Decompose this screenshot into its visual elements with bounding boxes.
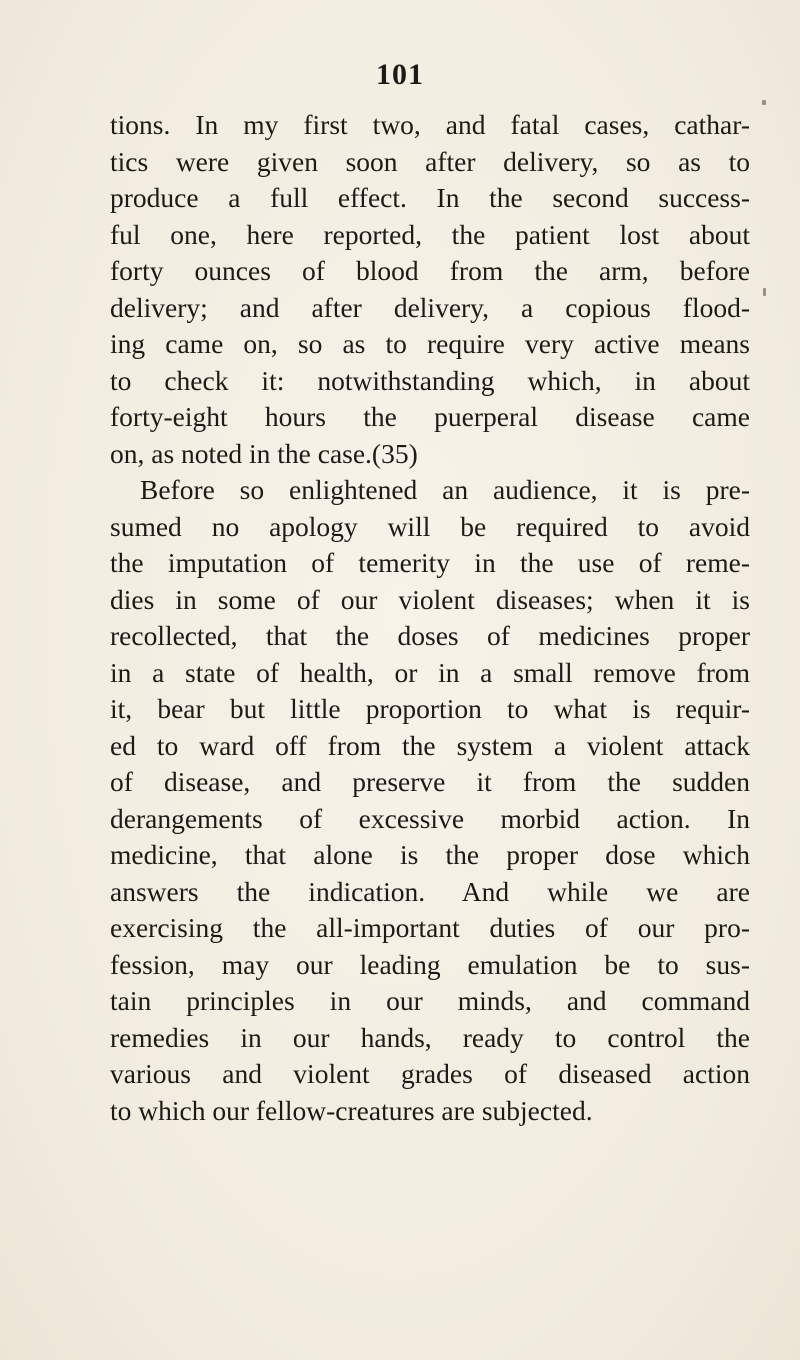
text-line: tain principles in our minds, and command	[110, 985, 750, 1016]
text-line: dies in some of our violent diseases; when it is	[110, 583, 750, 615]
text-line: recollected, that the doses of medicines proper	[110, 620, 750, 651]
paper-speck	[762, 100, 766, 105]
text-line: forty ounces of blood from the arm, before	[110, 255, 750, 286]
text-line: delivery; and after delivery, a copious flood-	[110, 291, 750, 323]
text-line: to check it: notwithstanding which, in about	[110, 364, 750, 396]
text-line: it, bear but little proportion to what is requir-	[110, 693, 750, 724]
text-line: on, as noted in the case.(35)	[110, 437, 418, 469]
body-text	[110, 107, 750, 1129]
text-line: forty-eight hours the puerperal disease came	[110, 401, 750, 432]
text-line: ed to ward off from the system a violent attack	[110, 729, 750, 761]
paper-speck	[763, 288, 766, 296]
text-line: sumed no apology will be required to avoid	[110, 510, 750, 542]
text-line: answers the indication. And while we are	[110, 875, 750, 907]
text-line: of disease, and preserve it from the sudden	[110, 766, 750, 797]
text-line: tions. In my first two, and fatal cases, cathar-	[110, 109, 750, 140]
text-line: various and violent grades of diseased action	[110, 1058, 750, 1089]
text-line: produce a full effect. In the second success-	[110, 182, 750, 213]
text-line: medicine, that alone is the proper dose which	[110, 839, 750, 870]
text-line: derangements of excessive morbid action. In	[110, 802, 750, 834]
paragraph-start-line: Before so enlightened an audience, it is pre-	[140, 474, 750, 505]
text-line: fession, may our leading emulation be to sus-	[110, 948, 750, 980]
text-line: tics were given soon after delivery, so as to	[110, 145, 750, 177]
text-line: in a state of health, or in a small remove from	[110, 656, 750, 688]
text-line: ful one, here reported, the patient lost about	[110, 218, 750, 250]
text-line: to which our fellow-creatures are subjected.	[110, 1094, 593, 1126]
text-line: the imputation of temerity in the use of reme-	[110, 547, 750, 578]
text-line: remedies in our hands, ready to control the	[110, 1021, 750, 1053]
page-number: 101	[376, 58, 424, 91]
text-line: exercising the all-important duties of our pro-	[110, 912, 750, 943]
text-line: ing came on, so as to require very active means	[110, 328, 750, 359]
